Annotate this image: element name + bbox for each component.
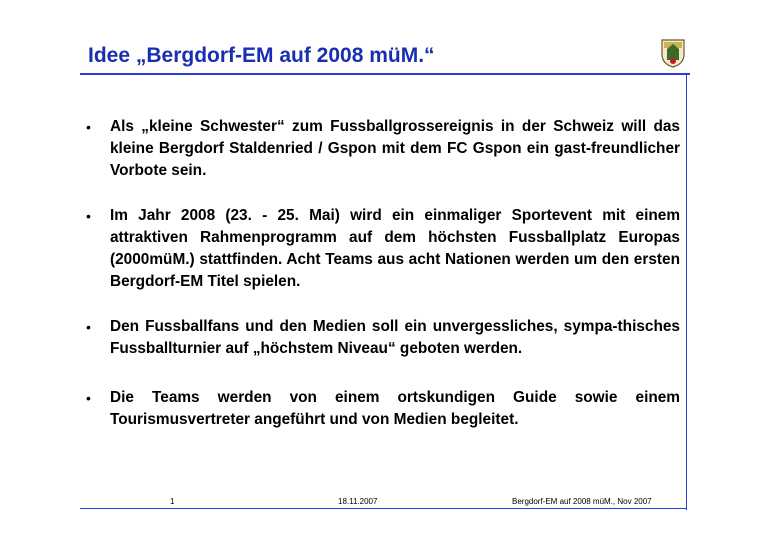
bullet-text: Als „kleine Schwester“ zum Fussballgrossereignis in der Schweiz will das kleine Bergdorf Staldenried / Gspon mit dem FC Gspon ein gast-freundlicher Vorbote sein. [110, 118, 680, 179]
bullet-dot: • [86, 319, 91, 335]
right-border-line [686, 74, 687, 510]
bullet-text: Den Fussballfans und den Medien soll ein unvergessliches, sympa-thisches Fussballturnier auf „höchstem Niveau“ geboten werden. [110, 318, 680, 357]
bullet-text: Im Jahr 2008 (23. - 25. Mai) wird ein einmaliger Sportevent mit einem attraktiven Rahmenprogramm auf dem höchsten Fussballplatz Europas (2000müM.) stattfinden. Acht Teams aus acht Nationen werden um den ersten Bergdorf-EM Titel spielen. [110, 207, 680, 290]
bullet-dot: • [86, 119, 91, 135]
coat-of-arms-icon [660, 38, 686, 68]
page-title: Idee „Bergdorf-EM auf 2008 müM.“ [88, 44, 435, 67]
bullet-item [86, 116, 680, 182]
bullet-item [86, 205, 680, 293]
footer-date: 18.11.2007 [338, 497, 378, 506]
bullet-text: Die Teams werden von einem ortskundigen Guide sowie einem Tourismusvertreter angeführt und von Medien begleitet. [110, 389, 680, 428]
bullet-item [86, 316, 680, 360]
footer-line [80, 508, 687, 509]
bullet-dot: • [86, 208, 91, 224]
bullet-dot: • [86, 390, 91, 406]
bullet-item [86, 387, 680, 431]
footer-page-number: 1 [170, 497, 175, 506]
bullet-list [86, 116, 680, 431]
footer-note: Bergdorf-EM auf 2008 müM., Nov 2007 [512, 497, 652, 506]
title-underline [80, 73, 690, 75]
